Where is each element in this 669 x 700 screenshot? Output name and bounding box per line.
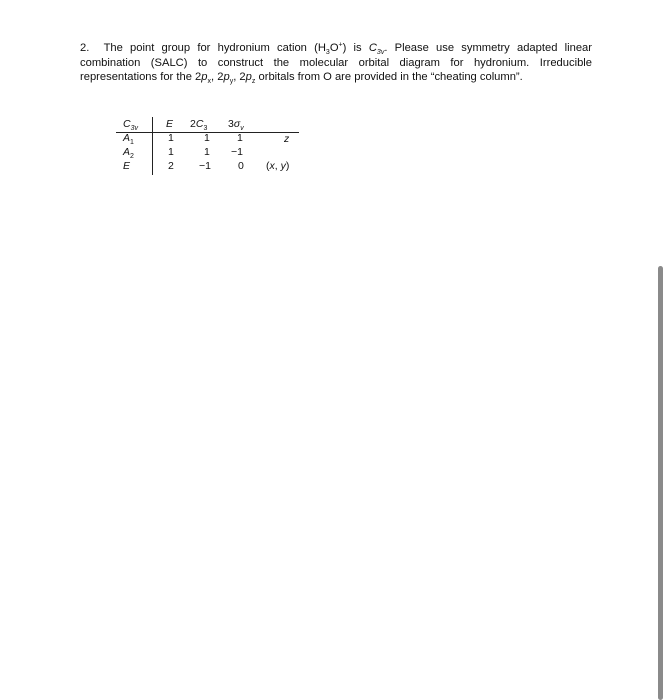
question-part3: ) is (342, 42, 369, 54)
question-part4: . Please use symmetry adapted linear combination (SALC) to construct the molecular orbital diagram for hydronium. Irreducible representations for the 2 (80, 42, 592, 83)
orbital-px: p (201, 71, 208, 83)
point-group: C (368, 42, 377, 54)
vertical-scrollbar[interactable] (658, 266, 663, 700)
header-3sigma-v: $3\sigma_v$ (228, 118, 244, 133)
question-number: 2. (80, 42, 90, 54)
header-e: E (166, 118, 174, 130)
h-subscript: 3 (325, 49, 330, 57)
a1-basis: z (284, 133, 290, 145)
question-part2: O (329, 42, 339, 54)
charge-superscript: + (338, 41, 343, 49)
e-c3: −1 (199, 160, 211, 172)
irrep-a1: $A_1$ (123, 132, 134, 147)
a2-sv: −1 (231, 146, 243, 158)
table-group-label: $C_{3v}$ (123, 118, 138, 133)
a2-e: 1 (168, 146, 174, 158)
orbital-pz: p (245, 71, 252, 83)
e-basis: (x, y) (266, 160, 290, 172)
orbital-px-sub: x (207, 78, 212, 86)
a1-c3: 1 (204, 132, 210, 144)
a2-c3: 1 (204, 146, 210, 158)
orbital-pz-sub: z (251, 78, 256, 86)
a1-sv: 1 (237, 132, 243, 144)
point-group-sub: 3v (376, 49, 385, 57)
question-part1: The point group for hydronium cation (H (103, 42, 326, 54)
sep2: , 2 (233, 71, 246, 83)
e-e: 2 (168, 160, 174, 172)
question-text (80, 41, 592, 85)
orbital-py-sub: y (229, 78, 234, 86)
header-2c3: $2C_3$ (190, 118, 208, 133)
question-part5: orbitals from O are provided in the “cheating column”. (255, 71, 523, 83)
irrep-a2: $A_2$ (123, 146, 134, 161)
irrep-e: E (123, 160, 131, 172)
orbital-py: p (223, 71, 230, 83)
a1-e: 1 (168, 132, 174, 144)
sep1: , 2 (211, 71, 224, 83)
table-column-rule (152, 117, 153, 175)
e-sv: 0 (238, 160, 244, 172)
